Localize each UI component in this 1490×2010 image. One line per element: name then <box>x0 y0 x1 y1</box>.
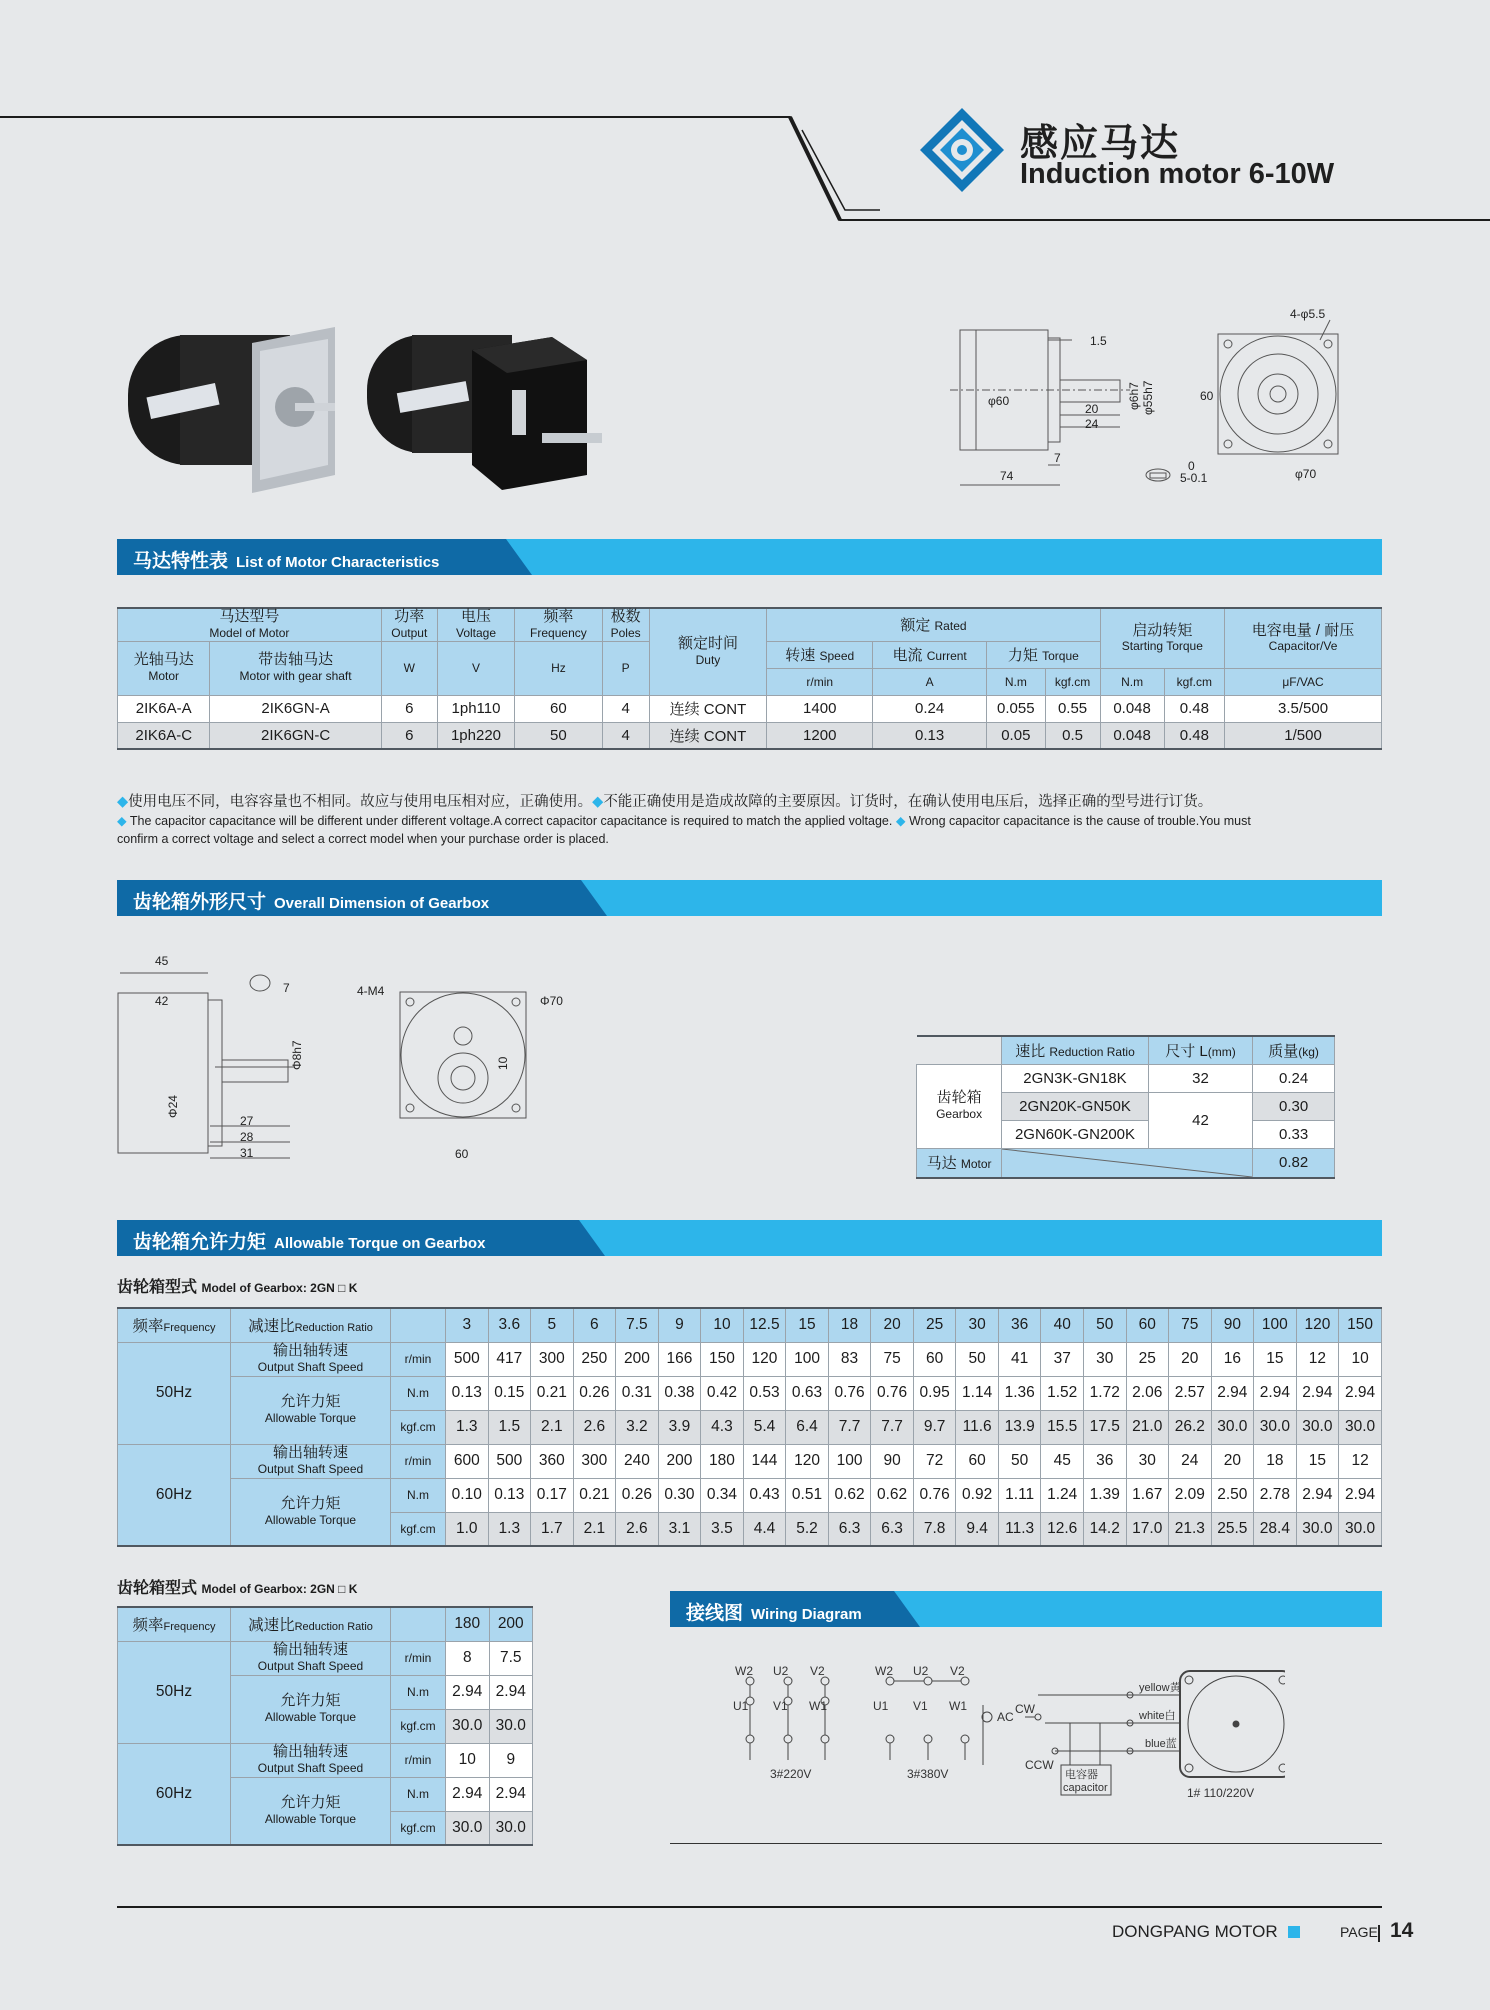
table-cell: 2.94 <box>1296 1376 1339 1410</box>
table-cell: 0.43 <box>743 1478 786 1512</box>
table-cell: 17.0 <box>1126 1512 1169 1546</box>
brand-logo-icon <box>918 106 1006 194</box>
table-cell: 100 <box>1254 1308 1297 1342</box>
table-cell: 2.94 <box>1254 1376 1297 1410</box>
table-cell: 1.5 <box>488 1410 531 1444</box>
table-cell: 5.2 <box>786 1512 829 1546</box>
table-cell: 600 <box>446 1444 489 1478</box>
table-cell: 2.94 <box>489 1675 533 1709</box>
section-banner-torque: 齿轮箱允许力矩 Allowable Torque on Gearbox <box>117 1220 1382 1256</box>
table-cell: 8 <box>446 1641 490 1675</box>
allowable-torque-table-2: 频率Frequency 减速比Reduction Ratio 180 200 50Hz 输出轴转速 Output Shaft Speed r/min 8 7.5 允许力矩 Allowable Torque N.m 2.94 2.94 kgf.cm 30.0 30.0 60Hz 输出轴转速 Output Shaft Speed r/min 10 9 允许力矩 Allowable Torque N.m 2.94 2.94 kgf.cm 30.0 30.0 <box>117 1606 533 1846</box>
table-cell: 16 <box>1211 1342 1254 1376</box>
svg-text:电容器: 电容器 <box>1065 1769 1098 1781</box>
svg-text:yellow黄: yellow黄 <box>1139 1682 1181 1694</box>
table-cell: 75 <box>1169 1308 1212 1342</box>
table-cell: 0.95 <box>913 1376 956 1410</box>
table-cell: 2.94 <box>1296 1478 1339 1512</box>
table-cell: 1.24 <box>1041 1478 1084 1512</box>
table-cell: 7.5 <box>489 1641 533 1675</box>
table-cell: 2.06 <box>1126 1376 1169 1410</box>
wiring-rule <box>670 1843 1382 1844</box>
svg-text:φ55h7: φ55h7 <box>1141 380 1155 415</box>
table-cell: 10 <box>1339 1342 1382 1376</box>
svg-text:10: 10 <box>496 1056 510 1070</box>
table-cell: 166 <box>658 1342 701 1376</box>
svg-text:7: 7 <box>1054 451 1061 465</box>
table-cell: 90 <box>1211 1308 1254 1342</box>
svg-text:3#220V: 3#220V <box>770 1767 812 1781</box>
table-cell: 144 <box>743 1444 786 1478</box>
table-cell: 20 <box>871 1308 914 1342</box>
table-cell: 15 <box>1254 1342 1297 1376</box>
svg-text:W1: W1 <box>949 1699 967 1713</box>
table-cell: 90 <box>871 1444 914 1478</box>
motor-dimension-drawing <box>950 300 1370 500</box>
svg-text:blue蓝: blue蓝 <box>1145 1738 1177 1750</box>
svg-text:φ70: φ70 <box>1295 467 1317 481</box>
th-speed: 转速 Speed <box>767 641 873 668</box>
table-cell: 26.2 <box>1169 1410 1212 1444</box>
footer-rule <box>117 1906 1382 1908</box>
table-cell: 5.4 <box>743 1410 786 1444</box>
table-cell: 1.3 <box>488 1512 531 1546</box>
wiring-3ph-380 <box>873 1665 969 1781</box>
table-cell: 150 <box>701 1342 744 1376</box>
table-cell: 15 <box>786 1308 829 1342</box>
th-duty: 额定时间 Duty <box>649 608 767 695</box>
gearbox-dimension-drawing <box>115 950 585 1170</box>
table-cell: 30.0 <box>489 1811 533 1845</box>
table-cell: 200 <box>616 1342 659 1376</box>
table-cell: 10 <box>446 1743 490 1777</box>
table-cell: 0.17 <box>531 1478 574 1512</box>
svg-text:CCW: CCW <box>1025 1758 1054 1772</box>
table-cell: 0.31 <box>616 1376 659 1410</box>
table-cell: 28.4 <box>1254 1512 1297 1546</box>
table-cell: 20 <box>1211 1444 1254 1478</box>
table-cell: 0.38 <box>658 1376 701 1410</box>
wiring-1ph <box>982 1671 1285 1800</box>
table-cell: 30 <box>956 1308 999 1342</box>
table-cell: 0.76 <box>828 1376 871 1410</box>
footer-separator <box>1378 1925 1380 1942</box>
svg-text:Φ24: Φ24 <box>166 1095 180 1118</box>
table-cell: 6.3 <box>828 1512 871 1546</box>
svg-text:capacitor: capacitor <box>1063 1782 1108 1794</box>
table-cell: 18 <box>1254 1444 1297 1478</box>
table-cell: 15.5 <box>1041 1410 1084 1444</box>
svg-text:W2: W2 <box>735 1665 753 1678</box>
table-cell: 0.62 <box>828 1478 871 1512</box>
table-cell: 120 <box>743 1342 786 1376</box>
table-cell: 30 <box>1126 1444 1169 1478</box>
table-cell: 200 <box>658 1444 701 1478</box>
table-cell: 2.09 <box>1169 1478 1212 1512</box>
torque-model-title-2: 齿轮箱型式 Model of Gearbox: 2GN □ K <box>117 1580 358 1597</box>
svg-text:1.5: 1.5 <box>1090 334 1107 348</box>
table-cell: 3.5 <box>701 1512 744 1546</box>
table-cell: 0.62 <box>871 1478 914 1512</box>
table-cell: 3.1 <box>658 1512 701 1546</box>
table-cell: 25 <box>913 1308 956 1342</box>
table-cell: 30.0 <box>1254 1410 1297 1444</box>
note-cn: ◆使用电压不同，电容容量也不相同。故应与使用电压相对应，正确使用。◆不能正确使用是造成故障的主要原因。订货时，在确认使用电压后，选择正确的型号进行订货。 <box>117 794 1213 810</box>
svg-text:74: 74 <box>1000 469 1014 483</box>
svg-text:φ6h7: φ6h7 <box>1127 382 1141 410</box>
table-cell: 11.6 <box>956 1410 999 1444</box>
svg-text:V2: V2 <box>950 1665 965 1678</box>
table-cell: 83 <box>828 1342 871 1376</box>
table-cell: 0.13 <box>446 1376 489 1410</box>
table-cell: 7.7 <box>871 1410 914 1444</box>
table-cell: 1.11 <box>998 1478 1041 1512</box>
table-cell: 360 <box>531 1444 574 1478</box>
table-cell: 120 <box>1296 1308 1339 1342</box>
section-banner-dimension: 齿轮箱外形尺寸 Overall Dimension of Gearbox <box>117 880 1382 916</box>
table-cell: 2.6 <box>573 1410 616 1444</box>
th-frequency: 频率 Frequency <box>515 608 602 641</box>
table-cell: 10 <box>701 1308 744 1342</box>
wiring-diagram <box>725 1665 1285 1810</box>
table-cell: 1.72 <box>1083 1376 1126 1410</box>
table-cell: 36 <box>1083 1444 1126 1478</box>
table-cell: 75 <box>871 1342 914 1376</box>
table-cell: 7.7 <box>828 1410 871 1444</box>
svg-text:U1: U1 <box>733 1699 749 1713</box>
table-cell: 15 <box>1296 1444 1339 1478</box>
table-cell: 60 <box>913 1342 956 1376</box>
table-cell: 30 <box>1083 1342 1126 1376</box>
note-en-2: confirm a correct voltage and select a correct model when your purchase order is placed. <box>117 832 609 846</box>
table-row: 2IK6A-A 2IK6GN-A 6 1ph110 60 4 连续 CONT 1400 0.24 0.055 0.55 0.048 0.48 3.5/500 <box>118 695 1382 722</box>
table-cell: 1.3 <box>446 1410 489 1444</box>
table-cell: 0.21 <box>531 1376 574 1410</box>
svg-text:Φ70: Φ70 <box>540 994 563 1008</box>
svg-text:V2: V2 <box>810 1665 825 1678</box>
table-cell: 2.1 <box>573 1512 616 1546</box>
table-cell: 9 <box>658 1308 701 1342</box>
svg-text:U2: U2 <box>913 1665 929 1678</box>
table-cell: 0.26 <box>573 1376 616 1410</box>
svg-text:28: 28 <box>240 1130 254 1144</box>
table-cell: 7.5 <box>616 1308 659 1342</box>
table-cell: 2.78 <box>1254 1478 1297 1512</box>
th-poles: 极数 Poles <box>602 608 649 641</box>
table-cell: 0.21 <box>573 1478 616 1512</box>
svg-text:Φ8h7: Φ8h7 <box>290 1040 304 1070</box>
table-cell: 13.9 <box>998 1410 1041 1444</box>
table-cell: 2.94 <box>1211 1376 1254 1410</box>
table-cell: 6 <box>573 1308 616 1342</box>
motor-photo <box>120 315 340 505</box>
table-cell: 0.42 <box>701 1376 744 1410</box>
table-cell: 12 <box>1339 1444 1382 1478</box>
table-cell: 9.7 <box>913 1410 956 1444</box>
th-voltage: 电压 Voltage <box>437 608 514 641</box>
table-cell: 20 <box>1169 1342 1212 1376</box>
table-cell: 30.0 <box>1339 1410 1382 1444</box>
table-cell: 500 <box>488 1444 531 1478</box>
table-cell: 5 <box>531 1308 574 1342</box>
table-cell: 4.3 <box>701 1410 744 1444</box>
table-cell: 60 <box>1126 1308 1169 1342</box>
table-cell: 0.15 <box>488 1376 531 1410</box>
table-cell: 0.26 <box>616 1478 659 1512</box>
svg-text:4-M4: 4-M4 <box>357 984 385 998</box>
th-rated: 额定 Rated <box>767 608 1100 641</box>
table-cell: 3.2 <box>616 1410 659 1444</box>
svg-text:27: 27 <box>240 1114 254 1128</box>
svg-text:white白: white白 <box>1139 1710 1176 1722</box>
table-cell: 21.0 <box>1126 1410 1169 1444</box>
table-row: 2IK6A-C 2IK6GN-C 6 1ph220 50 4 连续 CONT 1200 0.13 0.05 0.5 0.048 0.48 1/500 <box>118 722 1382 749</box>
table-cell: 120 <box>786 1444 829 1478</box>
th-output: 功率 Output <box>381 608 437 641</box>
table-cell: 180 <box>701 1444 744 1478</box>
table-cell: 41 <box>998 1342 1041 1376</box>
table-cell: 30.0 <box>1296 1512 1339 1546</box>
svg-text:CW: CW <box>1015 1702 1035 1716</box>
table-cell: 11.3 <box>998 1512 1041 1546</box>
table-cell: 21.3 <box>1169 1512 1212 1546</box>
table-cell: 100 <box>786 1342 829 1376</box>
wiring-3ph-220 <box>733 1665 829 1781</box>
svg-text:5-0.1: 5-0.1 <box>1180 471 1208 485</box>
footer-page-number: 14 <box>1390 1919 1414 1942</box>
svg-text:V1: V1 <box>913 1699 928 1713</box>
table-cell: 180 <box>446 1607 490 1641</box>
table-cell: 0.30 <box>658 1478 701 1512</box>
footer-brand: DONGPANG MOTOR <box>1112 1922 1278 1941</box>
svg-text:20: 20 <box>1085 402 1099 416</box>
svg-text:U1: U1 <box>873 1699 889 1713</box>
table-cell: 0.34 <box>701 1478 744 1512</box>
allowable-torque-table: 频率Frequency 减速比Reduction Ratio 3 3.6 5 6 7.5 9 10 12.5 15 18 20 25 30 36 40 50 60 75 90 100 120 150 50Hz 输出轴转速 Output Shaft Speed r/min 500 417 300 250 200 166 150 120 100 83 75 60 50 41 37 30 25 20 16 15 12 10 允许力矩 Allowable Torque N.m 0.13 0.15 0.21 0.26 0.31 0.38 0.42 0.53 0.63 0.76 0.76 0.95 1.14 1.36 1.52 1.72 2.06 2.57 2.94 2.94 2.94 2.94 kgf.cm 1.3 1.5 2.1 2.6 3.2 3.9 4.3 5.4 6.4 7.7 7.7 9.7 11.6 13.9 15.5 17.5 21.0 26.2 30.0 30.0 30.0 30.0 60Hz 输出轴转速 Output Shaft Speed r/min 600 500 360 300 240 200 180 144 120 100 90 72 60 50 45 36 30 24 20 18 15 12 允许力矩 Allowable Torque N.m 0.10 0.13 0.17 0.21 0.26 0.30 0.34 0.43 0.51 0.62 0.62 0.76 0.92 1.11 1.24 1.39 1.67 2.09 2.50 2.78 2.94 2.94 kgf.cm 1.0 1.3 1.7 2.1 2.6 3.1 3.5 4.4 5.2 6.3 6.3 7.8 9.4 11.3 12.6 14.2 17.0 21.3 25.5 28.4 30.0 30.0 <box>117 1307 1382 1547</box>
table-cell: 9 <box>489 1743 533 1777</box>
table-cell: 36 <box>998 1308 1041 1342</box>
table-cell: 2.1 <box>531 1410 574 1444</box>
table-cell: 6.4 <box>786 1410 829 1444</box>
th-gear-motor: 带齿轴马达 Motor with gear shaft <box>210 641 381 695</box>
table-cell: 3.9 <box>658 1410 701 1444</box>
table-cell: 50 <box>998 1444 1041 1478</box>
svg-text:U2: U2 <box>773 1665 789 1678</box>
table-cell: 0.92 <box>956 1478 999 1512</box>
table-cell: 30.0 <box>489 1709 533 1743</box>
table-cell: 0.10 <box>446 1478 489 1512</box>
table-cell: 2.50 <box>1211 1478 1254 1512</box>
th-model: 马达型号 Model of Motor <box>118 608 382 641</box>
table-cell: 2.94 <box>489 1777 533 1811</box>
table-cell: 1.67 <box>1126 1478 1169 1512</box>
gearmotor-photo <box>362 315 612 505</box>
table-cell: 30.0 <box>1339 1512 1382 1546</box>
table-cell: 9.4 <box>956 1512 999 1546</box>
table-cell: 0.76 <box>871 1376 914 1410</box>
table-cell: 18 <box>828 1308 871 1342</box>
table-cell: 2.94 <box>1339 1478 1382 1512</box>
svg-text:31: 31 <box>240 1146 254 1160</box>
table-cell: 12.5 <box>743 1308 786 1342</box>
table-cell: 40 <box>1041 1308 1084 1342</box>
table-cell: 0.76 <box>913 1478 956 1512</box>
table-cell: 6.3 <box>871 1512 914 1546</box>
torque-model-title-1: 齿轮箱型式 Model of Gearbox: 2GN □ K <box>117 1279 358 1296</box>
svg-text:42: 42 <box>155 994 169 1008</box>
table-cell: 50 <box>1083 1308 1126 1342</box>
th-starting-torque: 启动转矩 Starting Torque <box>1100 608 1224 668</box>
gearbox-ratio-table: 速比 Reduction Ratio 尺寸 L(mm) 质量(kg) 齿轮箱 Gearbox 2GN3K-GN18K 32 0.24 2GN20K-GN50K 42 0.30 2GN60K-GN200K 0.33 马达 Motor 0.82 <box>916 1035 1335 1179</box>
table-cell: 37 <box>1041 1342 1084 1376</box>
table-cell: 12.6 <box>1041 1512 1084 1546</box>
svg-text:60: 60 <box>455 1147 469 1161</box>
table-cell: 250 <box>573 1342 616 1376</box>
page-title-cn: 感应马达 <box>1020 123 1181 165</box>
svg-text:4-φ5.5: 4-φ5.5 <box>1290 307 1326 321</box>
table-cell: 2.94 <box>1339 1376 1382 1410</box>
table-cell: 300 <box>531 1342 574 1376</box>
motor-characteristics-table: 马达型号 Model of Motor 功率 Output 电压 Voltage 频率 Frequency 极数 Poles 额定时间 Duty 额定 Rated 启动转矩 Starting Torque 电容电量 / 耐压 Capacitor/Ve 光轴马达 Motor 带齿轴马达 Motor with gear shaft W V Hz P 转速 Speed 电流 Current 力矩 Torque r/min A N.m kgf.cm N.m kgf.cm μF/VAC 2IK6A-A 2IK6GN-A 6 1ph110 60 4 连续 CONT 1400 0.24 0.055 0.55 0.048 0.48 3.5/500 2IK6A-C 2IK6GN-C 6 1ph220 50 4 连续 CONT 1200 0.13 0.05 0.5 0.048 0.48 1/500 <box>117 607 1382 750</box>
table-cell: 2.94 <box>446 1777 490 1811</box>
table-cell: 2.94 <box>446 1675 490 1709</box>
table-cell: 300 <box>573 1444 616 1478</box>
svg-text:45: 45 <box>155 954 169 968</box>
table-cell: 417 <box>488 1342 531 1376</box>
note-en-1: ◆ The capacitor capacitance will be different under different voltage.A correct capacitor capacitance is required to match the applied voltage. ◆ Wrong capacitor capacitance is the cause of trouble.You must <box>117 814 1251 828</box>
table-cell: 0.63 <box>786 1376 829 1410</box>
table-cell: 1.14 <box>956 1376 999 1410</box>
svg-text:3#380V: 3#380V <box>907 1767 949 1781</box>
table-cell: 1.36 <box>998 1376 1041 1410</box>
svg-text:AC: AC <box>997 1710 1014 1724</box>
table-cell: 4.4 <box>743 1512 786 1546</box>
table-cell: 0.53 <box>743 1376 786 1410</box>
svg-text:W1: W1 <box>809 1699 827 1713</box>
svg-text:24: 24 <box>1085 417 1099 431</box>
table-cell: 12 <box>1296 1342 1339 1376</box>
table-cell: 3.6 <box>488 1308 531 1342</box>
table-cell: 30.0 <box>1296 1410 1339 1444</box>
table-cell: 60 <box>956 1444 999 1478</box>
table-cell: 500 <box>446 1342 489 1376</box>
table-cell: 1.39 <box>1083 1478 1126 1512</box>
footer-page-label: PAGE <box>1340 1924 1378 1940</box>
table-cell: 25 <box>1126 1342 1169 1376</box>
table-cell: 30.0 <box>1211 1410 1254 1444</box>
svg-text:φ60: φ60 <box>988 394 1010 408</box>
table-cell: 150 <box>1339 1308 1382 1342</box>
table-cell: 0.51 <box>786 1478 829 1512</box>
table-cell: 45 <box>1041 1444 1084 1478</box>
svg-text:0: 0 <box>1188 459 1195 473</box>
table-cell: 50 <box>956 1342 999 1376</box>
svg-text:7: 7 <box>283 981 290 995</box>
table-cell: 1.0 <box>446 1512 489 1546</box>
table-cell: 1.7 <box>531 1512 574 1546</box>
table-cell: 200 <box>489 1607 533 1641</box>
section-banner-wiring: 接线图 Wiring Diagram <box>670 1591 1382 1627</box>
table-cell: 14.2 <box>1083 1512 1126 1546</box>
table-cell: 30.0 <box>446 1709 490 1743</box>
table-cell: 2.57 <box>1169 1376 1212 1410</box>
table-cell: 72 <box>913 1444 956 1478</box>
table-cell: 3 <box>446 1308 489 1342</box>
page-title-en: Induction motor 6-10W <box>1020 158 1335 190</box>
table-cell: 7.8 <box>913 1512 956 1546</box>
svg-text:1# 110/220V: 1# 110/220V <box>1187 1786 1255 1800</box>
diagonal-divider <box>1002 1149 1252 1177</box>
svg-text:V1: V1 <box>773 1699 788 1713</box>
table-cell: 240 <box>616 1444 659 1478</box>
table-cell: 25.5 <box>1211 1512 1254 1546</box>
th-current: 电流 Current <box>873 641 987 668</box>
table-cell: 2.6 <box>616 1512 659 1546</box>
table-cell: 17.5 <box>1083 1410 1126 1444</box>
svg-text:W2: W2 <box>875 1665 893 1678</box>
table-cell: 24 <box>1169 1444 1212 1478</box>
th-torque: 力矩 Torque <box>987 641 1100 668</box>
svg-text:60: 60 <box>1200 389 1214 403</box>
table-cell: 30.0 <box>446 1811 490 1845</box>
footer-square-icon <box>1288 1926 1300 1938</box>
table-cell: 100 <box>828 1444 871 1478</box>
th-capacitor: 电容电量 / 耐压 Capacitor/Ve <box>1225 608 1382 668</box>
table-cell: 1.52 <box>1041 1376 1084 1410</box>
section-banner-characteristics: 马达特性表 List of Motor Characteristics <box>117 539 1382 575</box>
table-cell: 0.13 <box>488 1478 531 1512</box>
th-motor: 光轴马达 Motor <box>118 641 210 695</box>
